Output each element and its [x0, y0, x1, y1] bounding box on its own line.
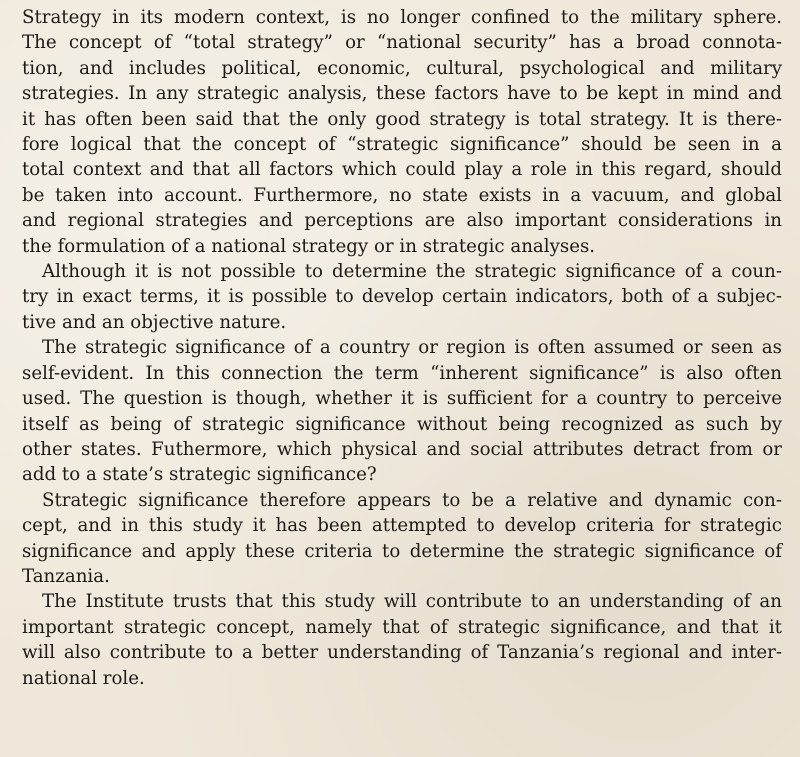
text-line: will also contribute to a better understanding of Tanzania’s regional and inter-	[22, 642, 782, 664]
text-line: the formulation of a national strategy or in strategic analyses.	[22, 235, 596, 257]
paragraph-5	[22, 589, 782, 691]
text-line: total context and that all factors which could play a role in this regard, should	[22, 159, 782, 181]
text-line: The strategic significance of a country or region is often assumed or seen as	[42, 337, 782, 359]
text-line: Tanzania.	[22, 565, 110, 587]
text-line: it has often been said that the only good strategy is total strategy. It is there-	[22, 108, 782, 130]
paragraph-3	[22, 335, 782, 487]
text-line: used. The question is though, whether it is sufficient for a country to perceive	[22, 388, 782, 410]
text-line: significance and apply these criteria to determine the strategic significance of	[22, 540, 782, 562]
paragraph-1	[22, 5, 782, 259]
text-line: add to a state’s strategic significance?	[22, 464, 377, 486]
text-line: Although it is not possible to determine the strategic significance of a coun-	[42, 261, 782, 283]
text-line: important strategic concept, namely that of strategic significance, and that it	[22, 616, 782, 638]
text-line: self-evident. In this connection the term “inherent significance” is also often	[22, 362, 782, 384]
text-line: tion, and includes political, economic, cultural, psychological and military	[22, 57, 782, 79]
text-line: tive and an objective nature.	[22, 311, 287, 333]
paragraph-4	[22, 488, 782, 590]
text-line: cept, and in this study it has been attempted to develop criteria for strategic	[22, 515, 782, 537]
text-line: other states. Futhermore, which physical and social attributes detract from or	[22, 438, 782, 460]
text-line: national role.	[22, 667, 145, 689]
text-line: and regional strategies and perceptions are also important considerations in	[22, 210, 782, 232]
text-line: Strategy in its modern context, is no longer confined to the military sphere.	[22, 7, 782, 28]
text-line: The concept of “total strategy” or “national security” has a broad connota-	[22, 32, 782, 54]
text-line: fore logical that the concept of “strategic significance” should be seen in a	[22, 134, 782, 156]
text-line: try in exact terms, it is possible to develop certain indicators, both of a subjec-	[22, 286, 782, 308]
text-line: itself as being of strategic significance without being recognized as such by	[22, 413, 782, 435]
text-line: strategies. In any strategic analysis, these factors have to be kept in mind and	[22, 83, 782, 105]
text-line: Strategic significance therefore appears to be a relative and dynamic con-	[42, 489, 782, 511]
text-line: The Institute trusts that this study will contribute to an understanding of an	[42, 591, 782, 613]
text-line: be taken into account. Furthermore, no state exists in a vacuum, and global	[22, 184, 782, 206]
paragraph-2	[22, 259, 782, 335]
